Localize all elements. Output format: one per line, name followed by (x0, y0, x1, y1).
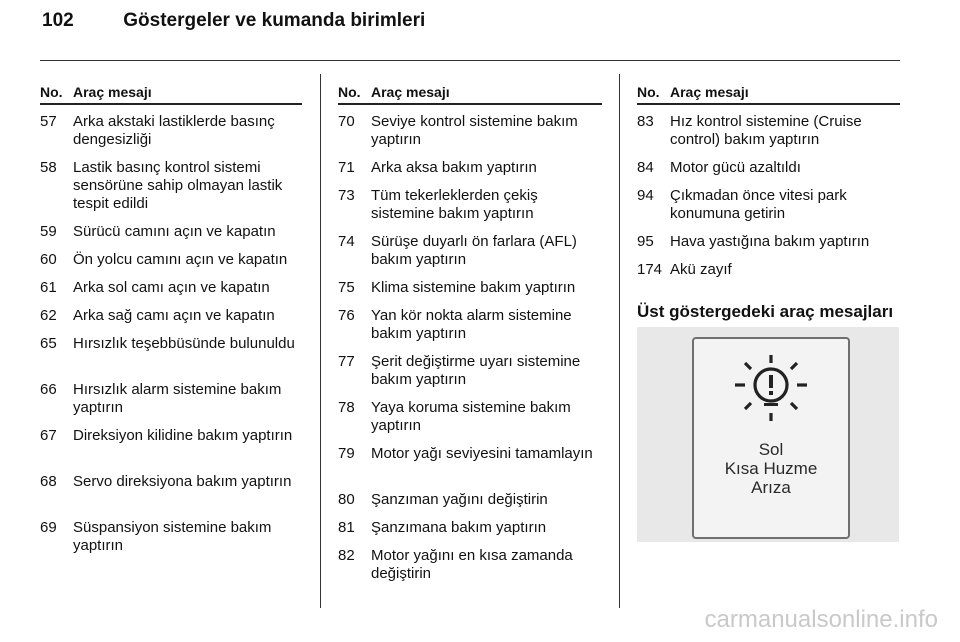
message-row (338, 113, 602, 159)
message-column-1 (40, 83, 302, 565)
message-text: Lastik basınç kontrol sistemi sensörüne sahip olmayan lastik tespit edildi (73, 159, 283, 212)
message-number: 94 (637, 187, 654, 204)
message-row (338, 399, 602, 445)
message-text: Çıkmadan önce vitesi park konumuna getirin (670, 187, 847, 222)
column-rule (40, 103, 302, 105)
message-row (40, 381, 302, 427)
message-row (338, 519, 602, 547)
message-text: Direksiyon kilidine bakım yaptırın (73, 427, 293, 444)
message-text: Şerit değiştirme uyarı sistemine bakım yaptırın (371, 353, 581, 388)
message-text: Sürüşe duyarlı ön farlara (AFL) bakım yaptırın (371, 233, 577, 268)
message-number: 78 (338, 399, 355, 416)
header-rule (40, 60, 900, 61)
message-row (338, 159, 602, 187)
message-number: 68 (40, 473, 57, 490)
message-header: Araç mesajı (371, 84, 450, 100)
message-text: Arka aksa bakım yaptırın (371, 159, 537, 176)
message-row (637, 159, 900, 187)
message-text: Ön yolcu camını açın ve kapatın (73, 251, 288, 268)
column-header (40, 83, 302, 101)
column-divider (320, 74, 321, 608)
message-number: 79 (338, 445, 355, 462)
message-row (338, 353, 602, 399)
message-number: 74 (338, 233, 355, 250)
message-row (637, 187, 900, 233)
message-number: 58 (40, 159, 57, 176)
message-number: 57 (40, 113, 57, 130)
display-line-2: Kısa Huzme (724, 459, 818, 478)
message-number: 65 (40, 335, 57, 352)
column-rule (338, 103, 602, 105)
message-text: Arka akstaki lastiklerde basınç dengesizliği (73, 113, 275, 148)
message-row (40, 427, 302, 473)
message-row (40, 519, 302, 565)
message-number: 62 (40, 307, 57, 324)
message-text: Hırsızlık teşebbüsünde bulunuldu (73, 335, 295, 352)
message-row (338, 187, 602, 233)
message-number: 77 (338, 353, 355, 370)
message-text: Hız kontrol sistemine (Cruise control) bakım yaptırın (670, 113, 862, 148)
section-title: Üst göstergedeki araç mesajları (637, 302, 894, 321)
message-row (40, 251, 302, 279)
column-rule (637, 103, 900, 105)
column-divider (619, 74, 620, 608)
message-text: Şanzıman yağını değiştirin (371, 491, 548, 508)
message-text: Yaya koruma sistemine bakım yaptırın (371, 399, 571, 434)
message-number: 83 (637, 113, 654, 130)
message-row (40, 335, 302, 381)
message-text: Yan kör nokta alarm sistemine bakım yaptırın (371, 307, 572, 342)
message-text: Motor yağını en kısa zamanda değiştirin (371, 547, 573, 582)
message-number: 69 (40, 519, 57, 536)
display-line-3: Arıza (751, 478, 791, 497)
message-number: 71 (338, 159, 355, 176)
message-row (338, 279, 602, 307)
message-number: 59 (40, 223, 57, 240)
message-text: Hava yastığına bakım yaptırın (670, 233, 870, 250)
message-column-3 (637, 83, 900, 289)
message-number: 61 (40, 279, 57, 296)
message-text: Sürücü camını açın ve kapatın (73, 223, 276, 240)
watermark: carmanualsonline.info (704, 606, 938, 633)
page-title: Göstergeler ve kumanda birimleri (123, 10, 426, 31)
message-column-2 (338, 83, 602, 593)
message-number: 95 (637, 233, 654, 250)
message-number: 82 (338, 547, 355, 564)
message-row (40, 113, 302, 159)
message-row (338, 547, 602, 593)
message-row (338, 307, 602, 353)
message-number: 84 (637, 159, 654, 176)
message-number: 66 (40, 381, 57, 398)
message-text: Klima sistemine bakım yaptırın (371, 279, 576, 296)
message-row (40, 159, 302, 223)
message-text: Şanzımana bakım yaptırın (371, 519, 547, 536)
message-row (40, 223, 302, 251)
message-text: Servo direksiyona bakım yaptırın (73, 473, 292, 490)
message-text: Motor gücü azaltıldı (670, 159, 801, 176)
message-number: 73 (338, 187, 355, 204)
message-number: 80 (338, 491, 355, 508)
message-row (40, 279, 302, 307)
message-row (637, 261, 900, 289)
message-row (338, 445, 602, 491)
message-header: Araç mesajı (73, 84, 152, 100)
message-text: Süspansiyon sistemine bakım yaptırın (73, 519, 272, 554)
message-text: Akü zayıf (670, 261, 732, 278)
bulb-warning-icon (731, 351, 811, 427)
message-number: 75 (338, 279, 355, 296)
message-row (40, 473, 302, 519)
display-line-1: Sol (758, 440, 784, 459)
message-number: 67 (40, 427, 57, 444)
no-header: No. (637, 84, 660, 100)
message-text: Arka sol camı açın ve kapatın (73, 279, 270, 296)
no-header: No. (338, 84, 361, 100)
message-header: Araç mesajı (670, 84, 749, 100)
message-text: Arka sağ camı açın ve kapatın (73, 307, 275, 324)
page-number: 102 (42, 10, 74, 31)
message-row (637, 233, 900, 261)
column-header (637, 83, 900, 101)
message-text: Tüm tekerleklerden çekiş sistemine bakım yaptırın (371, 187, 538, 222)
column-header (338, 83, 602, 101)
message-text: Hırsızlık alarm sistemine bakım yaptırın (73, 381, 282, 416)
message-row (637, 113, 900, 159)
message-number: 76 (338, 307, 355, 324)
message-row (338, 491, 602, 519)
display-screen (692, 337, 850, 539)
no-header: No. (40, 84, 63, 100)
message-number: 60 (40, 251, 57, 268)
message-number: 70 (338, 113, 355, 130)
message-text: Motor yağı seviyesini tamamlayın (371, 445, 593, 462)
message-row (338, 233, 602, 279)
message-number: 174 (637, 261, 663, 278)
message-number: 81 (338, 519, 355, 536)
page-header (42, 10, 425, 32)
display-illustration (637, 327, 899, 542)
message-row (40, 307, 302, 335)
message-text: Seviye kontrol sistemine bakım yaptırın (371, 113, 578, 148)
